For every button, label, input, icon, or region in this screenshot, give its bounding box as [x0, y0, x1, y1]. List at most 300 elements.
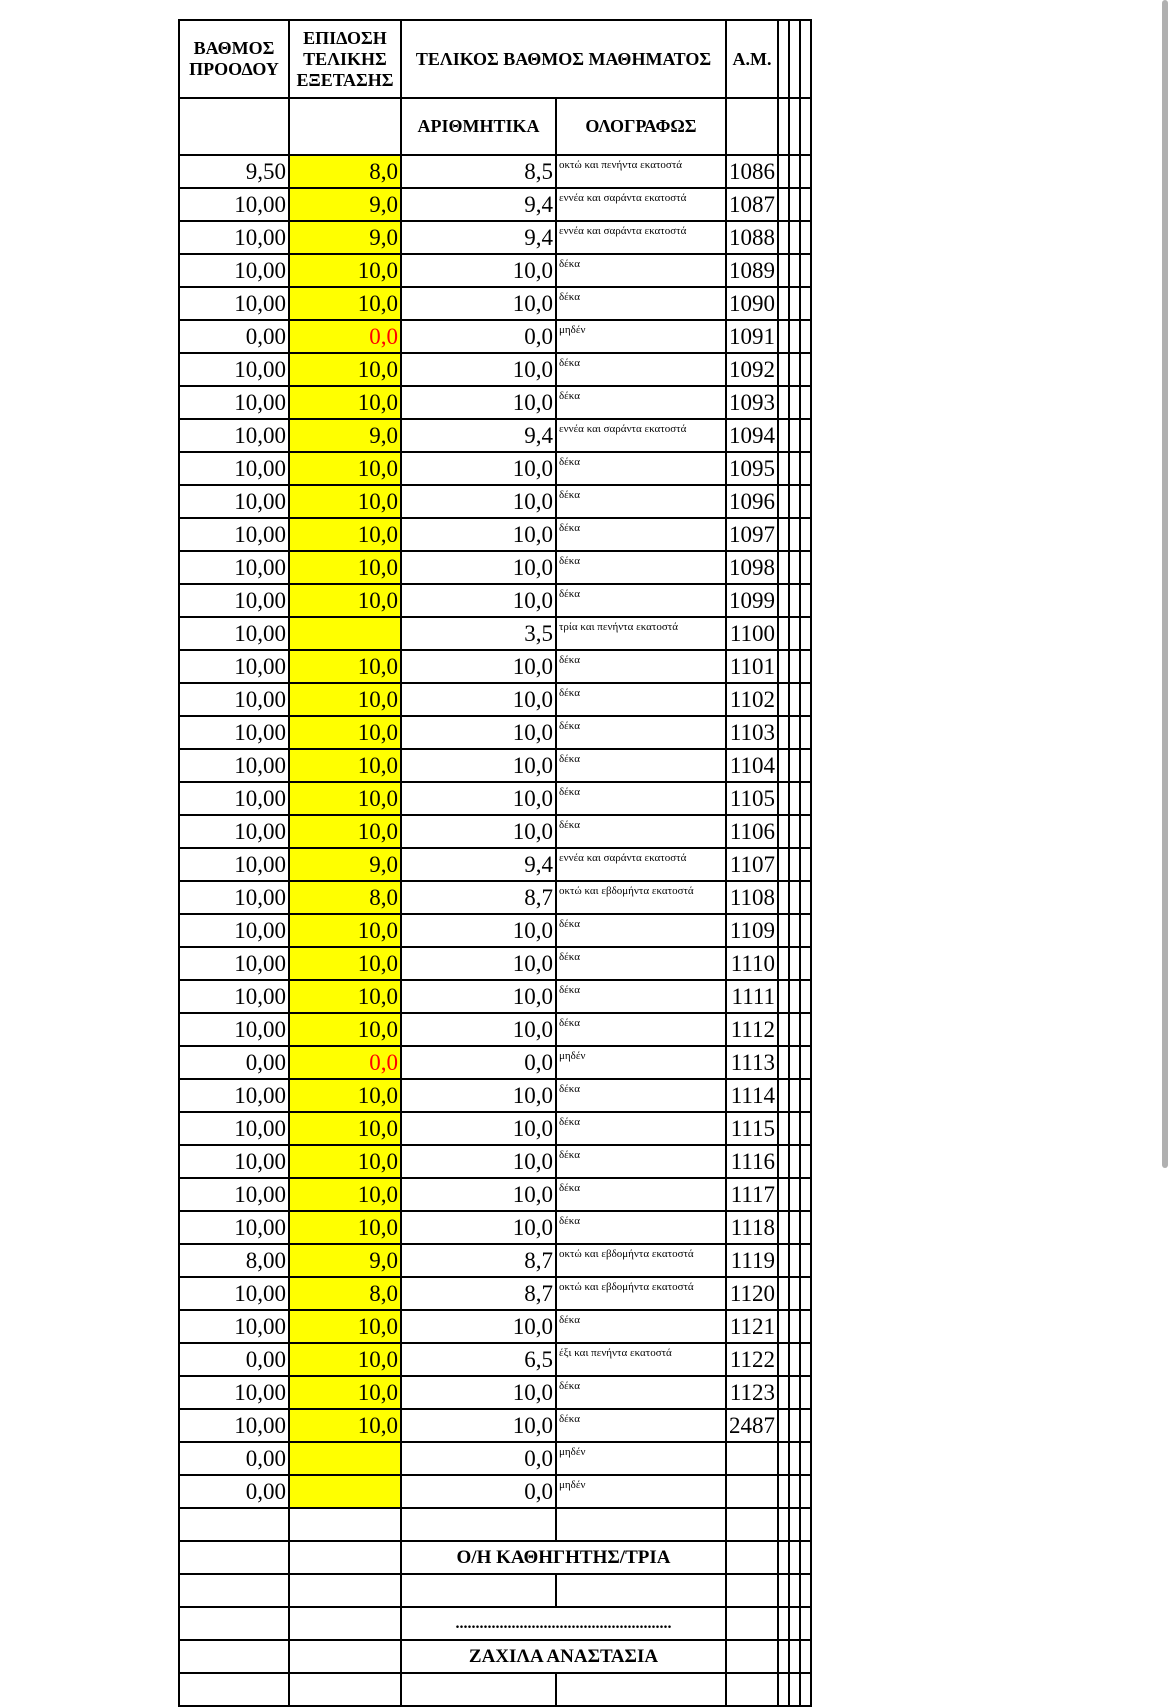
narrow-cell	[800, 452, 811, 485]
table-row	[179, 155, 811, 188]
table-row	[179, 584, 811, 617]
student-am: 1119	[726, 1244, 778, 1277]
final-grade-words: δέκα	[556, 1409, 726, 1442]
narrow-cell	[800, 749, 811, 782]
final-grade-numeric: 10,0	[401, 650, 556, 683]
student-am: 1095	[726, 452, 778, 485]
table-row	[179, 650, 811, 683]
narrow-cell	[800, 1013, 811, 1046]
progress-grade: 10,00	[179, 749, 289, 782]
student-am: 1115	[726, 1112, 778, 1145]
exam-grade: 9,0	[289, 188, 401, 221]
final-grade-numeric: 10,0	[401, 1376, 556, 1409]
narrow-cell	[778, 1442, 789, 1475]
footer-row	[179, 1574, 811, 1607]
student-am: 1121	[726, 1310, 778, 1343]
narrow-cell	[800, 1145, 811, 1178]
final-grade-words: οκτώ και εβδομήντα εκατοστά	[556, 1277, 726, 1310]
narrow-cell	[789, 1211, 800, 1244]
narrow-cell	[778, 1607, 789, 1640]
header-final-grade: ΤΕΛΙΚΟΣ ΒΑΘΜΟΣ ΜΑΘΗΜΑΤΟΣ	[401, 20, 726, 98]
narrow-cell	[778, 782, 789, 815]
narrow-cell	[778, 1508, 789, 1541]
footer-row	[179, 1640, 811, 1673]
progress-grade: 8,00	[179, 1244, 289, 1277]
empty-cell	[289, 1541, 401, 1574]
narrow-cell	[789, 1442, 800, 1475]
exam-grade: 10,0	[289, 1178, 401, 1211]
final-grade-numeric: 0,0	[401, 1046, 556, 1079]
exam-grade: 10,0	[289, 518, 401, 551]
exam-grade: 0,0	[289, 320, 401, 353]
final-grade-numeric: 0,0	[401, 1475, 556, 1508]
grades-table	[178, 19, 812, 1707]
narrow-cell	[789, 914, 800, 947]
signature-line: ......................................................	[401, 1607, 726, 1640]
student-am	[726, 1475, 778, 1508]
narrow-cell	[800, 221, 811, 254]
progress-grade: 10,00	[179, 551, 289, 584]
exam-grade: 9,0	[289, 221, 401, 254]
table-row	[179, 485, 811, 518]
narrow-cell	[800, 518, 811, 551]
student-am: 1092	[726, 353, 778, 386]
final-grade-words: εννέα και σαράντα εκατοστά	[556, 848, 726, 881]
progress-grade: 10,00	[179, 419, 289, 452]
exam-grade: 10,0	[289, 716, 401, 749]
table-row	[179, 1475, 811, 1508]
footer-row	[179, 1508, 811, 1541]
narrow-cell	[789, 353, 800, 386]
exam-grade: 10,0	[289, 1310, 401, 1343]
narrow-cell	[778, 1673, 789, 1706]
narrow-cell	[789, 980, 800, 1013]
final-grade-words: δέκα	[556, 353, 726, 386]
narrow-cell	[778, 716, 789, 749]
narrow-cell	[778, 914, 789, 947]
table-row	[179, 1376, 811, 1409]
final-grade-words: δέκα	[556, 1178, 726, 1211]
narrow-cell	[778, 320, 789, 353]
table-row	[179, 1079, 811, 1112]
scrollbar[interactable]	[1160, 0, 1170, 1702]
progress-grade: 10,00	[179, 518, 289, 551]
narrow-cell	[778, 518, 789, 551]
narrow-cell	[789, 1343, 800, 1376]
final-grade-numeric: 10,0	[401, 683, 556, 716]
table-row	[179, 1112, 811, 1145]
scrollbar-thumb[interactable]	[1162, 0, 1168, 1168]
subheader-empty	[726, 98, 778, 155]
final-grade-words: δέκα	[556, 815, 726, 848]
narrow-cell	[778, 254, 789, 287]
empty-cell	[289, 1607, 401, 1640]
final-grade-numeric: 10,0	[401, 1112, 556, 1145]
table-row	[179, 452, 811, 485]
final-grade-numeric: 9,4	[401, 188, 556, 221]
narrow-cell	[789, 1079, 800, 1112]
narrow-cell	[778, 452, 789, 485]
final-grade-words: μηδέν	[556, 320, 726, 353]
empty-cell	[726, 1640, 778, 1673]
table-row	[179, 617, 811, 650]
narrow-cell	[789, 617, 800, 650]
final-grade-numeric: 10,0	[401, 1145, 556, 1178]
final-grade-words: δέκα	[556, 287, 726, 320]
student-am: 1097	[726, 518, 778, 551]
table-row	[179, 1046, 811, 1079]
final-grade-words: τρία και πενήντα εκατοστά	[556, 617, 726, 650]
empty-cell	[556, 1673, 726, 1706]
narrow-cell	[778, 1145, 789, 1178]
narrow-cell	[778, 1310, 789, 1343]
header-am: Α.Μ.	[726, 20, 778, 98]
narrow-cell	[789, 881, 800, 914]
progress-grade: 10,00	[179, 1079, 289, 1112]
final-grade-words: δέκα	[556, 551, 726, 584]
progress-grade: 9,50	[179, 155, 289, 188]
narrow-cell	[778, 1475, 789, 1508]
narrow-cell	[800, 287, 811, 320]
exam-grade: 10,0	[289, 914, 401, 947]
final-grade-numeric: 9,4	[401, 848, 556, 881]
table-row	[179, 1277, 811, 1310]
final-grade-numeric: 10,0	[401, 1310, 556, 1343]
narrow-cell	[789, 716, 800, 749]
progress-grade: 10,00	[179, 1013, 289, 1046]
final-grade-words: δέκα	[556, 782, 726, 815]
narrow-cell	[789, 98, 800, 155]
final-grade-words: δέκα	[556, 650, 726, 683]
exam-grade: 10,0	[289, 650, 401, 683]
progress-grade: 10,00	[179, 1409, 289, 1442]
narrow-cell	[789, 155, 800, 188]
narrow-cell	[778, 1277, 789, 1310]
final-grade-words: οκτώ και εβδομήντα εκατοστά	[556, 881, 726, 914]
final-grade-words: δέκα	[556, 749, 726, 782]
progress-grade: 10,00	[179, 980, 289, 1013]
exam-grade: 10,0	[289, 1112, 401, 1145]
final-grade-words: δέκα	[556, 980, 726, 1013]
table-row	[179, 914, 811, 947]
narrow-cell	[789, 419, 800, 452]
student-am: 1104	[726, 749, 778, 782]
exam-grade: 10,0	[289, 1376, 401, 1409]
student-am: 1088	[726, 221, 778, 254]
subheader-empty	[289, 98, 401, 155]
final-grade-words: δέκα	[556, 254, 726, 287]
narrow-cell	[789, 1508, 800, 1541]
narrow-cell	[800, 881, 811, 914]
narrow-cell	[789, 848, 800, 881]
exam-grade: 10,0	[289, 1145, 401, 1178]
narrow-cell	[789, 485, 800, 518]
progress-grade: 10,00	[179, 617, 289, 650]
table-row	[179, 1211, 811, 1244]
progress-grade: 0,00	[179, 1442, 289, 1475]
narrow-cell	[800, 1640, 811, 1673]
exam-grade: 10,0	[289, 584, 401, 617]
student-am: 1096	[726, 485, 778, 518]
narrow-cell	[778, 1013, 789, 1046]
final-grade-words: δέκα	[556, 1079, 726, 1112]
student-am: 1116	[726, 1145, 778, 1178]
narrow-cell	[778, 848, 789, 881]
narrow-cell	[789, 1640, 800, 1673]
progress-grade: 10,00	[179, 1376, 289, 1409]
student-am: 1086	[726, 155, 778, 188]
narrow-cell	[778, 1046, 789, 1079]
exam-grade: 10,0	[289, 815, 401, 848]
exam-grade: 8,0	[289, 155, 401, 188]
student-am: 1102	[726, 683, 778, 716]
narrow-cell	[789, 452, 800, 485]
final-grade-numeric: 10,0	[401, 1013, 556, 1046]
exam-grade	[289, 1475, 401, 1508]
exam-grade	[289, 1442, 401, 1475]
student-am: 1117	[726, 1178, 778, 1211]
final-grade-numeric: 8,5	[401, 155, 556, 188]
final-grade-numeric: 10,0	[401, 287, 556, 320]
final-grade-numeric: 10,0	[401, 254, 556, 287]
narrow-cell	[789, 518, 800, 551]
narrow-cell	[789, 1376, 800, 1409]
subheader-words: ΟΛΟΓΡΑΦΩΣ	[556, 98, 726, 155]
header-exam: ΕΠΙΔΟΣΗ ΤΕΛΙΚΗΣ ΕΞΕΤΑΣΗΣ	[289, 20, 401, 98]
narrow-cell	[789, 1178, 800, 1211]
teacher-label: Ο/Η ΚΑΘΗΓΗΤΗΣ/ΤΡΙΑ	[401, 1541, 726, 1574]
narrow-cell	[800, 1475, 811, 1508]
narrow-cell	[778, 1640, 789, 1673]
narrow-cell	[800, 815, 811, 848]
student-am: 1118	[726, 1211, 778, 1244]
exam-grade: 10,0	[289, 1013, 401, 1046]
student-am: 1123	[726, 1376, 778, 1409]
narrow-cell	[800, 419, 811, 452]
narrow-cell	[778, 551, 789, 584]
narrow-cell	[800, 1541, 811, 1574]
narrow-cell	[778, 1574, 789, 1607]
narrow-cell	[778, 155, 789, 188]
final-grade-words: δέκα	[556, 1376, 726, 1409]
final-grade-numeric: 9,4	[401, 221, 556, 254]
narrow-cell	[789, 386, 800, 419]
final-grade-words: δέκα	[556, 1211, 726, 1244]
empty-cell	[726, 1574, 778, 1607]
final-grade-numeric: 10,0	[401, 1079, 556, 1112]
exam-grade: 8,0	[289, 1277, 401, 1310]
exam-grade: 10,0	[289, 980, 401, 1013]
final-grade-numeric: 10,0	[401, 716, 556, 749]
student-am: 1110	[726, 947, 778, 980]
table-row	[179, 353, 811, 386]
narrow-cell	[800, 914, 811, 947]
narrow-cell	[778, 617, 789, 650]
narrow-cell	[789, 584, 800, 617]
narrow-cell	[778, 287, 789, 320]
narrow-cell	[778, 947, 789, 980]
table-row	[179, 1244, 811, 1277]
empty-cell	[556, 1574, 726, 1607]
table-row	[179, 1409, 811, 1442]
narrow-cell	[778, 1211, 789, 1244]
table-row	[179, 551, 811, 584]
final-grade-numeric: 10,0	[401, 980, 556, 1013]
narrow-cell	[778, 1541, 789, 1574]
header-row	[179, 20, 811, 98]
table-row	[179, 848, 811, 881]
final-grade-numeric: 3,5	[401, 617, 556, 650]
narrow-cell	[778, 815, 789, 848]
progress-grade: 10,00	[179, 1112, 289, 1145]
narrow-cell	[800, 980, 811, 1013]
narrow-cell	[800, 1244, 811, 1277]
progress-grade: 10,00	[179, 386, 289, 419]
narrow-cell	[789, 20, 800, 98]
final-grade-words: εννέα και σαράντα εκατοστά	[556, 221, 726, 254]
empty-cell	[179, 1508, 289, 1541]
student-am: 1113	[726, 1046, 778, 1079]
exam-grade: 10,0	[289, 1409, 401, 1442]
student-am: 1106	[726, 815, 778, 848]
exam-grade: 10,0	[289, 749, 401, 782]
final-grade-numeric: 10,0	[401, 551, 556, 584]
narrow-cell	[800, 551, 811, 584]
subheader-empty	[179, 98, 289, 155]
empty-cell	[726, 1541, 778, 1574]
final-grade-numeric: 10,0	[401, 452, 556, 485]
empty-cell	[401, 1673, 556, 1706]
student-am: 1105	[726, 782, 778, 815]
final-grade-numeric: 10,0	[401, 1178, 556, 1211]
teacher-name: ΖΑΧΙΛΑ ΑΝΑΣΤΑΣΙΑ	[401, 1640, 726, 1673]
narrow-cell	[778, 1112, 789, 1145]
table-row	[179, 1013, 811, 1046]
exam-grade: 9,0	[289, 419, 401, 452]
narrow-cell	[789, 683, 800, 716]
narrow-cell	[789, 1541, 800, 1574]
final-grade-words: δέκα	[556, 1310, 726, 1343]
empty-cell	[726, 1508, 778, 1541]
student-am: 1093	[726, 386, 778, 419]
narrow-cell	[778, 98, 789, 155]
student-am: 1099	[726, 584, 778, 617]
empty-cell	[289, 1673, 401, 1706]
student-am: 1103	[726, 716, 778, 749]
empty-cell	[179, 1541, 289, 1574]
narrow-cell	[800, 1178, 811, 1211]
empty-cell	[179, 1673, 289, 1706]
student-am: 1091	[726, 320, 778, 353]
exam-grade: 10,0	[289, 683, 401, 716]
student-am: 1100	[726, 617, 778, 650]
exam-grade: 10,0	[289, 1211, 401, 1244]
progress-grade: 10,00	[179, 188, 289, 221]
progress-grade: 0,00	[179, 1475, 289, 1508]
narrow-cell	[800, 584, 811, 617]
narrow-cell	[789, 287, 800, 320]
narrow-cell	[800, 1574, 811, 1607]
progress-grade: 10,00	[179, 584, 289, 617]
footer-row	[179, 1541, 811, 1574]
progress-grade: 10,00	[179, 815, 289, 848]
exam-grade: 10,0	[289, 353, 401, 386]
narrow-cell	[800, 1277, 811, 1310]
narrow-cell	[800, 782, 811, 815]
narrow-cell	[778, 1178, 789, 1211]
narrow-cell	[789, 1112, 800, 1145]
narrow-cell	[778, 683, 789, 716]
narrow-cell	[800, 353, 811, 386]
narrow-cell	[778, 1343, 789, 1376]
narrow-cell	[800, 1607, 811, 1640]
progress-grade: 10,00	[179, 221, 289, 254]
table-row	[179, 188, 811, 221]
narrow-cell	[789, 1145, 800, 1178]
table-row	[179, 881, 811, 914]
narrow-cell	[800, 1508, 811, 1541]
progress-grade: 10,00	[179, 782, 289, 815]
progress-grade: 10,00	[179, 1145, 289, 1178]
narrow-cell	[778, 386, 789, 419]
narrow-cell	[800, 1211, 811, 1244]
table-row	[179, 419, 811, 452]
narrow-cell	[778, 881, 789, 914]
student-am: 1101	[726, 650, 778, 683]
table-row	[179, 980, 811, 1013]
empty-cell	[289, 1508, 401, 1541]
narrow-cell	[789, 1475, 800, 1508]
final-grade-numeric: 6,5	[401, 1343, 556, 1376]
table-row	[179, 749, 811, 782]
final-grade-words: δέκα	[556, 716, 726, 749]
narrow-cell	[800, 947, 811, 980]
narrow-cell	[800, 98, 811, 155]
student-am: 1120	[726, 1277, 778, 1310]
narrow-cell	[789, 947, 800, 980]
narrow-cell	[789, 650, 800, 683]
progress-grade: 10,00	[179, 1178, 289, 1211]
final-grade-numeric: 10,0	[401, 353, 556, 386]
narrow-cell	[789, 1013, 800, 1046]
narrow-cell	[800, 1046, 811, 1079]
table-row	[179, 815, 811, 848]
table-row	[179, 386, 811, 419]
exam-grade: 10,0	[289, 386, 401, 419]
progress-grade: 0,00	[179, 1046, 289, 1079]
progress-grade: 10,00	[179, 353, 289, 386]
narrow-cell	[800, 485, 811, 518]
progress-grade: 10,00	[179, 287, 289, 320]
narrow-cell	[800, 650, 811, 683]
empty-cell	[179, 1574, 289, 1607]
final-grade-numeric: 10,0	[401, 584, 556, 617]
progress-grade: 0,00	[179, 320, 289, 353]
exam-grade: 10,0	[289, 1343, 401, 1376]
narrow-cell	[800, 1310, 811, 1343]
narrow-cell	[778, 980, 789, 1013]
exam-grade: 10,0	[289, 782, 401, 815]
progress-grade: 10,00	[179, 452, 289, 485]
progress-grade: 10,00	[179, 683, 289, 716]
narrow-cell	[800, 716, 811, 749]
student-am: 1122	[726, 1343, 778, 1376]
final-grade-words: δέκα	[556, 914, 726, 947]
narrow-cell	[800, 1442, 811, 1475]
narrow-cell	[789, 1244, 800, 1277]
final-grade-numeric: 8,7	[401, 881, 556, 914]
empty-cell	[726, 1607, 778, 1640]
